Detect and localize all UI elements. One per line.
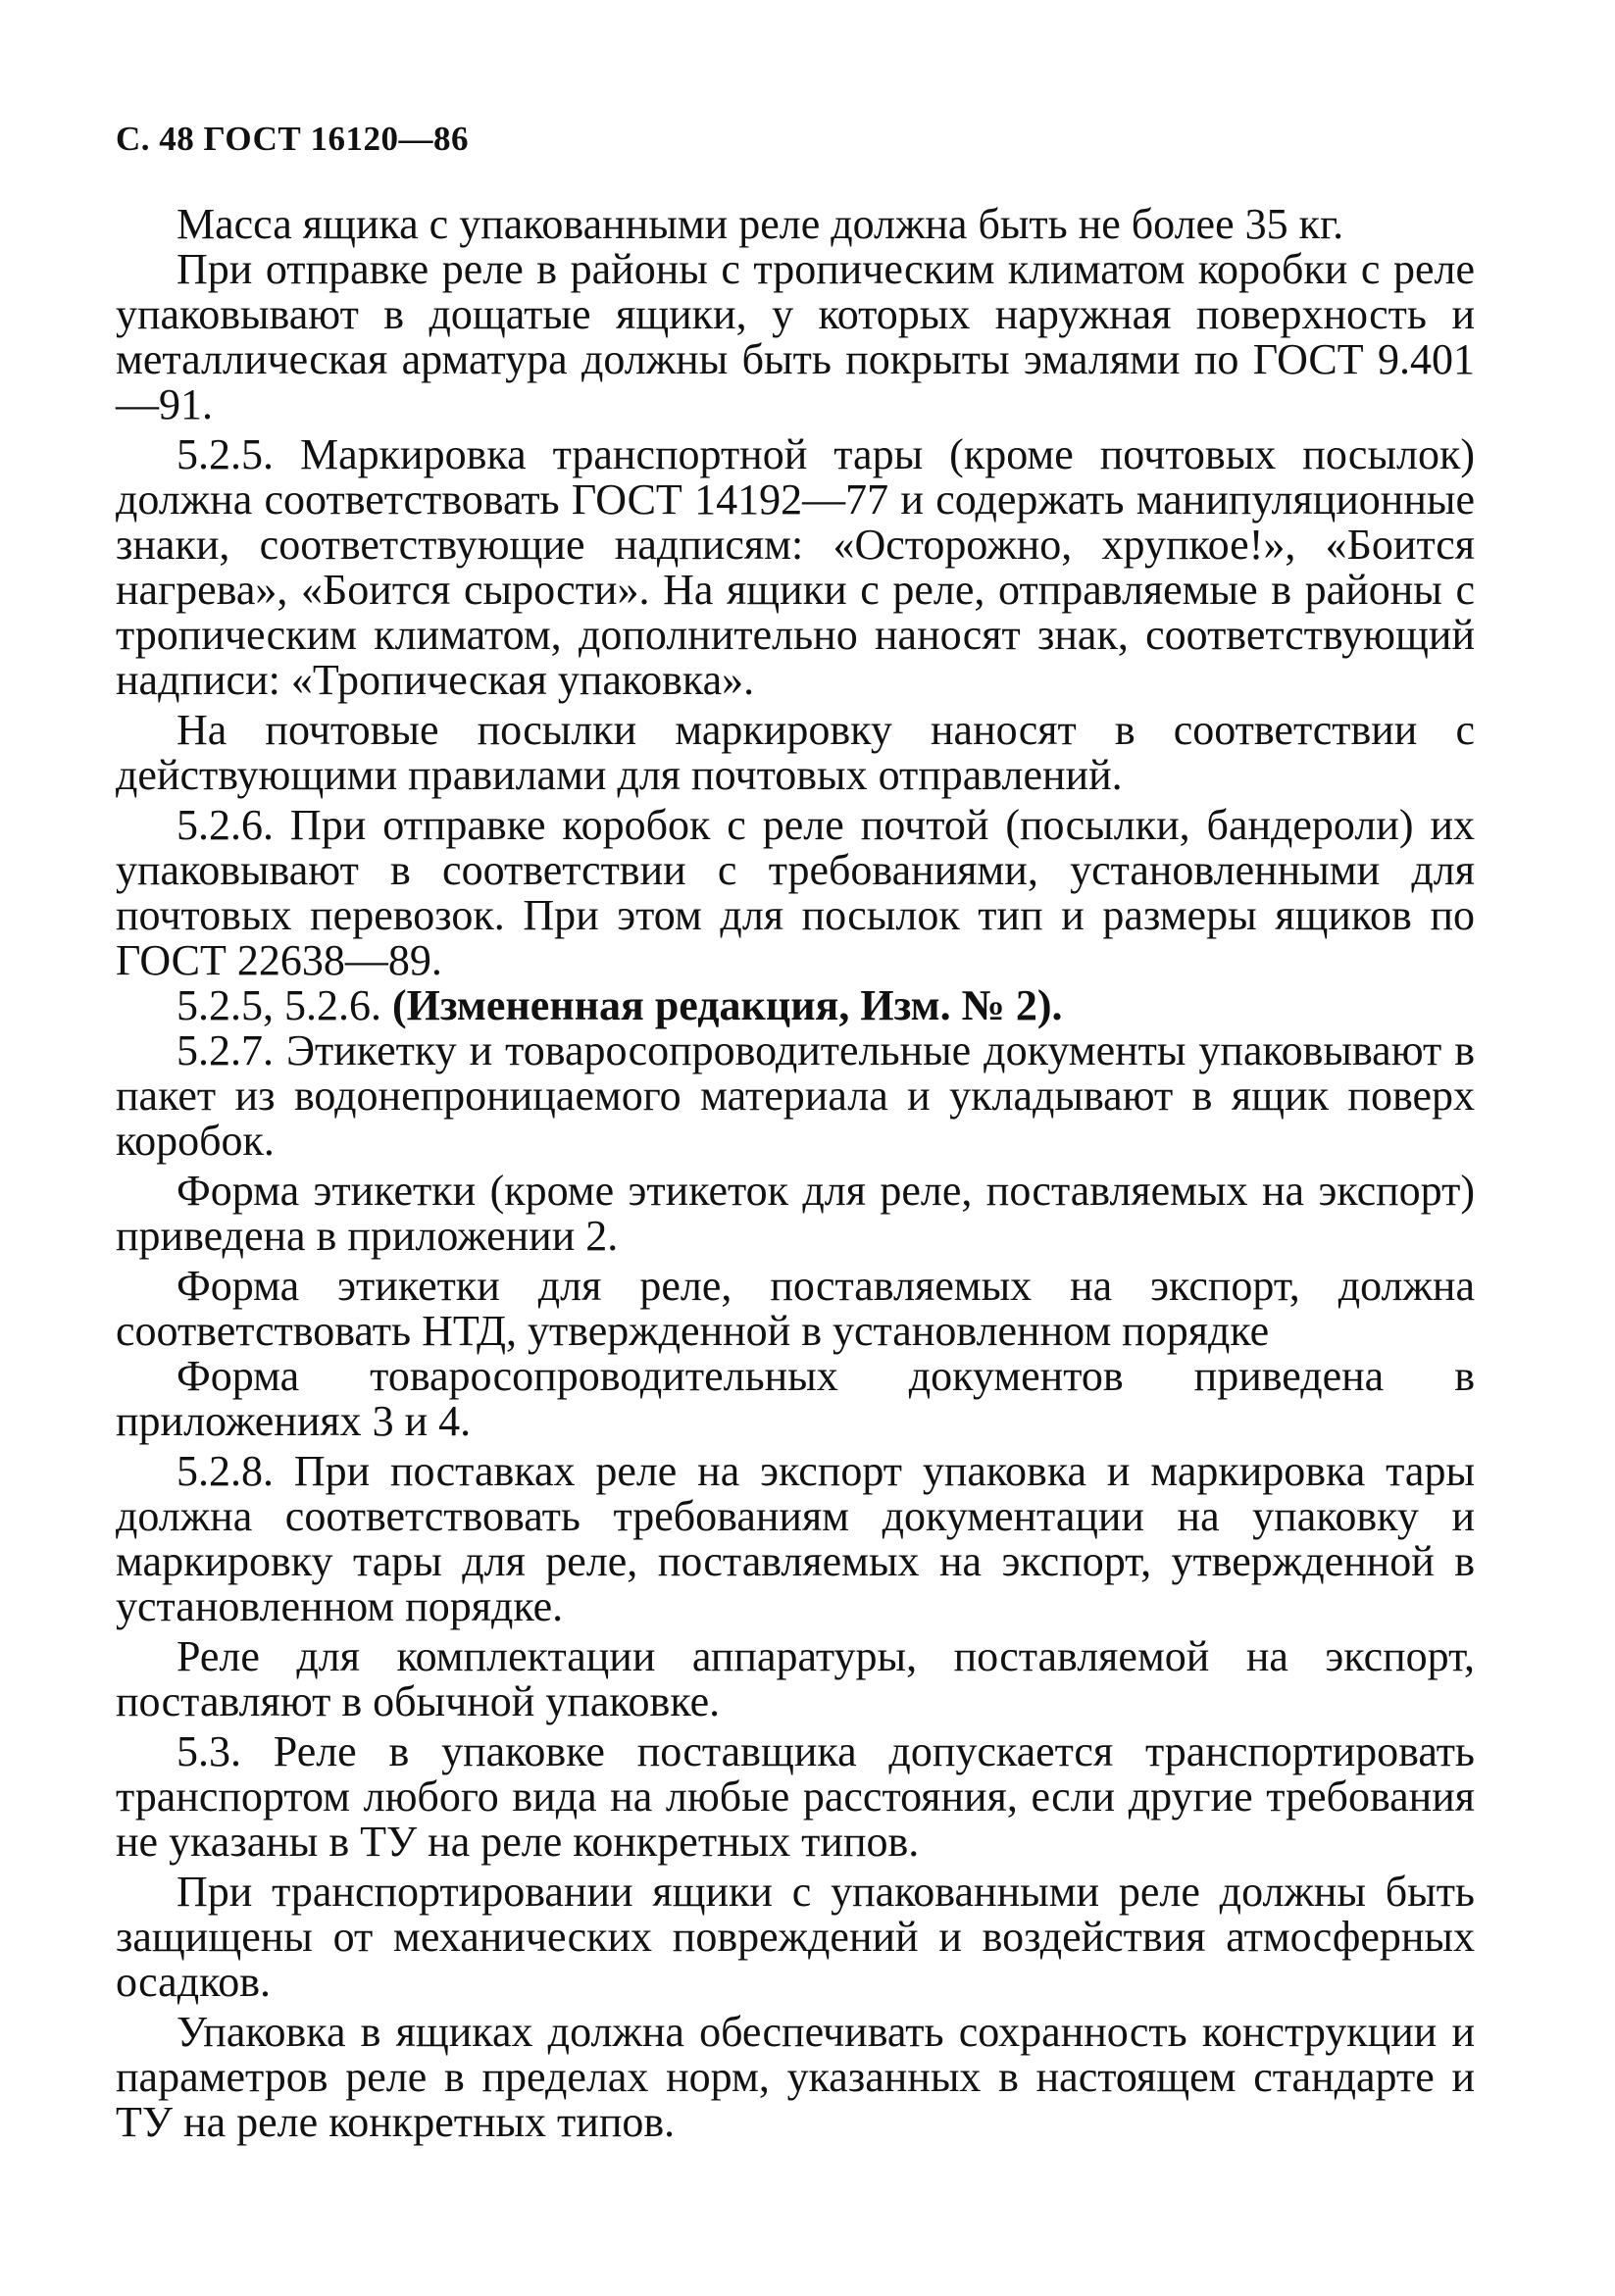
paragraph: 5.3. Реле в упаковке поставщика допускается транспортировать транспортом любого вида на любые расстояния, если другие требования не указаны в ТУ на реле конкретных типов.	[116, 1727, 1475, 1866]
paragraph: Форма этикетки (кроме этикеток для реле, поставляемых на экспорт) приведена в приложении 2.	[116, 1167, 1475, 1260]
paragraph: Реле для комплектации аппаратуры, поставляемой на экспорт, поставляют в обычной упаковке.	[116, 1632, 1475, 1725]
paragraph: На почтовые посылки маркировку наносят в соответствии с действующими правилами для почтовых отправлений.	[116, 706, 1475, 799]
paragraph: Форма этикетки для реле, поставляемых на экспорт, должна соответствовать НТД, утвержденной в установленном порядке	[116, 1262, 1475, 1355]
paragraph: При отправке реле в районы с тропическим климатом коробки с реле упаковывают в дощатые ящики, у которых наружная поверхность и металлическая арматура должны быть покрыты эмалями по ГОСТ 9.401—91.	[116, 245, 1475, 428]
amendment-label: (Измененная редакция, Изм. № 2).	[392, 981, 1063, 1029]
paragraph: Масса ящика с упакованными реле должна быть не более 35 кг.	[177, 200, 1344, 248]
paragraph: 5.2.7. Этикетку и товаросопроводительные документы упаковывают в пакет из водонепроницаемого материала и укладывают в ящик поверх коробок.	[116, 1026, 1475, 1165]
paragraph: Упаковка в ящиках должна обеспечивать сохранность конструкции и параметров реле в пределах норм, указанных в настоящем стандарте и ТУ на реле конкретных типов.	[116, 2008, 1475, 2146]
amendment-clauses: 5.2.5, 5.2.6.	[177, 981, 392, 1029]
document-body	[116, 202, 1475, 2150]
amendment-note	[116, 983, 1475, 1028]
paragraph: 5.2.5. Маркировка транспортной тары (кроме почтовых посылок) должна соответствовать ГОСТ 14192—77 и содержать манипуляционные знаки, соответствующие надписям: «Осторожно, хрупкое!», «Боится нагрева», «Боится сырости». На ящики с реле, отправляемые в районы с тропическим климатом, дополнительно наносят знак, соответствующий надписи: «Тропическая упаковка».	[116, 430, 1475, 704]
page-header: С. 48 ГОСТ 16120—86	[116, 120, 469, 158]
paragraph: При транспортировании ящики с упакованными реле должны быть защищены от механических повреждений и воздействия атмосферных осадков.	[116, 1868, 1475, 2006]
paragraph: 5.2.8. При поставках реле на экспорт упаковка и маркировка тары должна соответствовать требованиям документации на упаковку и маркировку тары для реле, поставляемых на экспорт, утвержденной в установленном порядке.	[116, 1447, 1475, 1630]
paragraph: Форма товаросопроводительных документов приведена в приложениях 3 и 4.	[116, 1352, 1475, 1445]
paragraph: 5.2.6. При отправке коробок с реле почтой (посылки, бандероли) их упаковывают в соответствии с требованиями, установленными для почтовых перевозок. При этом для посылок тип и размеры ящиков по ГОСТ 22638—89.	[116, 801, 1475, 984]
